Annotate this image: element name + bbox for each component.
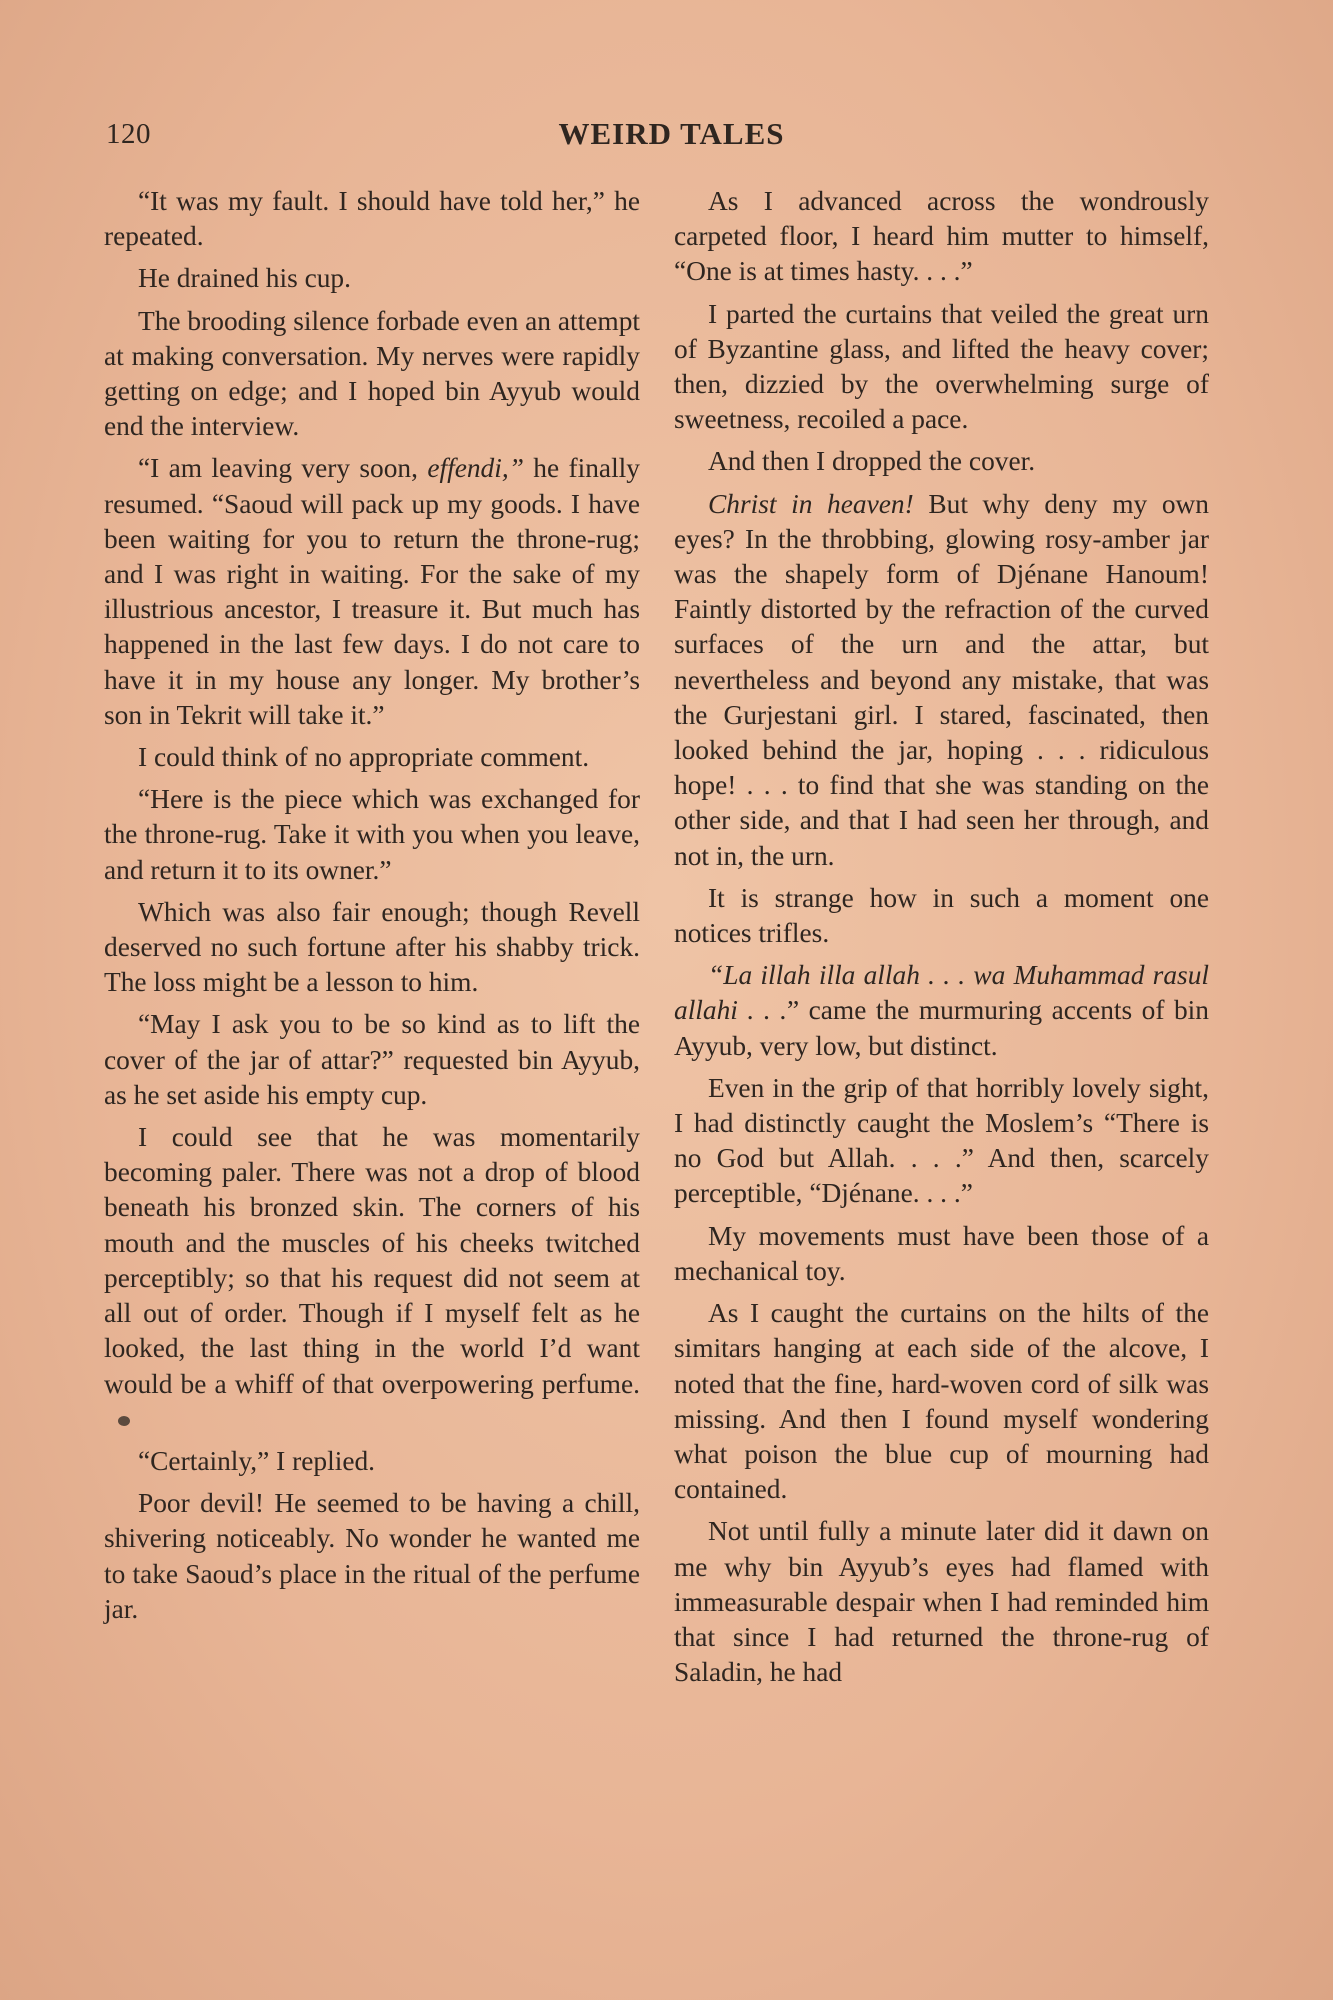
paragraph: Poor devil! He seemed to be having a chill, shivering noticeably. No wonder he wanted me to take Saoud’s place in the ritual of the perfume jar. (104, 1488, 640, 1624)
text-run: ” came the murmuring accents of bin Ayyub, very low, but distinct. (674, 995, 1209, 1061)
paragraph: I could think of no appropriate comment. (138, 742, 590, 773)
left-column (104, 184, 640, 1634)
paragraph: “Certainly,” I replied. (138, 1445, 376, 1476)
paragraph: The brooding silence forbade even an attempt at making conversation. My nerves were rapidly getting on edge; and I hoped bin Ayyub would end the interview. (104, 305, 640, 442)
paragraph (674, 487, 1209, 874)
ink-blot (118, 1416, 130, 1426)
italic-text-run: Christ in heaven! (708, 488, 914, 519)
italic-text-run: effendi,” (427, 453, 524, 484)
italic-text-run: “La illah illa allah . . . wa Muhammad rasul allahi . . . (674, 960, 1209, 1026)
paragraph: My movements must have been those of a mechanical toy. (674, 1220, 1209, 1286)
paragraph: And then I dropped the cover. (708, 446, 1036, 477)
paragraph: “It was my fault. I should have told her,” he repeated. (104, 186, 640, 252)
text-run: But why deny my own eyes? In the throbbing, glowing rosy-amber jar was the shapely form of Djénane Hanoum! Faintly distorted by the refraction of the curved surfaces of the urn and the attar, but nevertheless and beyond any mistake, that was the Gurjestani girl. I stared, fascinated, then looked behind the jar, hoping . . . ridiculous hope! . . . to find that she was standing on the other side, and that I had seen her through, and not in, the urn. (674, 488, 1209, 871)
right-column (674, 184, 1209, 1697)
text-run: I could see that he was momentarily becoming paler. There was not a drop of blood beneath his bronzed skin. The corners of his mouth and the muscles of his cheeks twitched perceptibly; so that his request did not seem at all out of order. Though if I myself felt as he looked, the last thing in the world I’d want would be a whiff of that overpowering perfume. (104, 1122, 640, 1399)
paragraph: Which was also fair enough; though Revell deserved no such fortune after his shabby trick. The loss might be a lesson to him. (104, 896, 640, 998)
text-run: “I am leaving very soon, (138, 453, 428, 484)
paragraph: Not until fully a minute later did it dawn on me why bin Ayyub’s eyes had flamed with immeasurable despair when I had reminded him that since I had returned the throne-rug of Saladin, he had (674, 1516, 1209, 1688)
paragraph (674, 958, 1209, 1064)
paragraph: I parted the curtains that veiled the great urn of Byzantine glass, and lifted the heavy cover; then, dizzied by the overwhelming surge of sweetness, recoiled a pace. (674, 298, 1209, 435)
paragraph: As I caught the curtains on the hilts of the simitars hanging at each side of the alcove, I noted that the fine, hard-woven cord of silk was missing. And then I found myself wondering what poison the blue cup of mourning had contained. (674, 1298, 1209, 1505)
text-run: he finally resumed. “Saoud will pack up my goods. I have been waiting for you to return the throne-rug; and I was right in waiting. For the sake of my illustrious ancestor, I treasure it. But much has happened in the last few days. I do not care to have it in my house any longer. My brother’s son in Tekrit will take it.” (104, 453, 640, 730)
paragraph (104, 451, 640, 733)
running-head: WEIRD TALES (558, 116, 785, 151)
paragraph (104, 1120, 640, 1437)
paragraph: “May I ask you to be so kind as to lift the cover of the jar of attar?” requested bin Ayyub, as he set aside his empty cup. (104, 1009, 640, 1110)
paragraph: As I advanced across the wondrously carpeted floor, I heard him mutter to himself, “One is at times hasty. . . .” (674, 186, 1209, 287)
paragraph: Even in the grip of that horribly lovely sight, I had distinctly caught the Moslem’s “There is no God but Allah. . . .” And then, scarcely perceptible, “Djénane. . . .” (674, 1072, 1209, 1209)
paragraph: “Here is the piece which was exchanged for the throne-rug. Take it with you when you leave, and return it to its owner.” (104, 784, 640, 885)
page-number: 120 (106, 118, 151, 150)
paragraph: He drained his cup. (138, 263, 351, 294)
paragraph: It is strange how in such a moment one notices trifles. (674, 882, 1209, 949)
